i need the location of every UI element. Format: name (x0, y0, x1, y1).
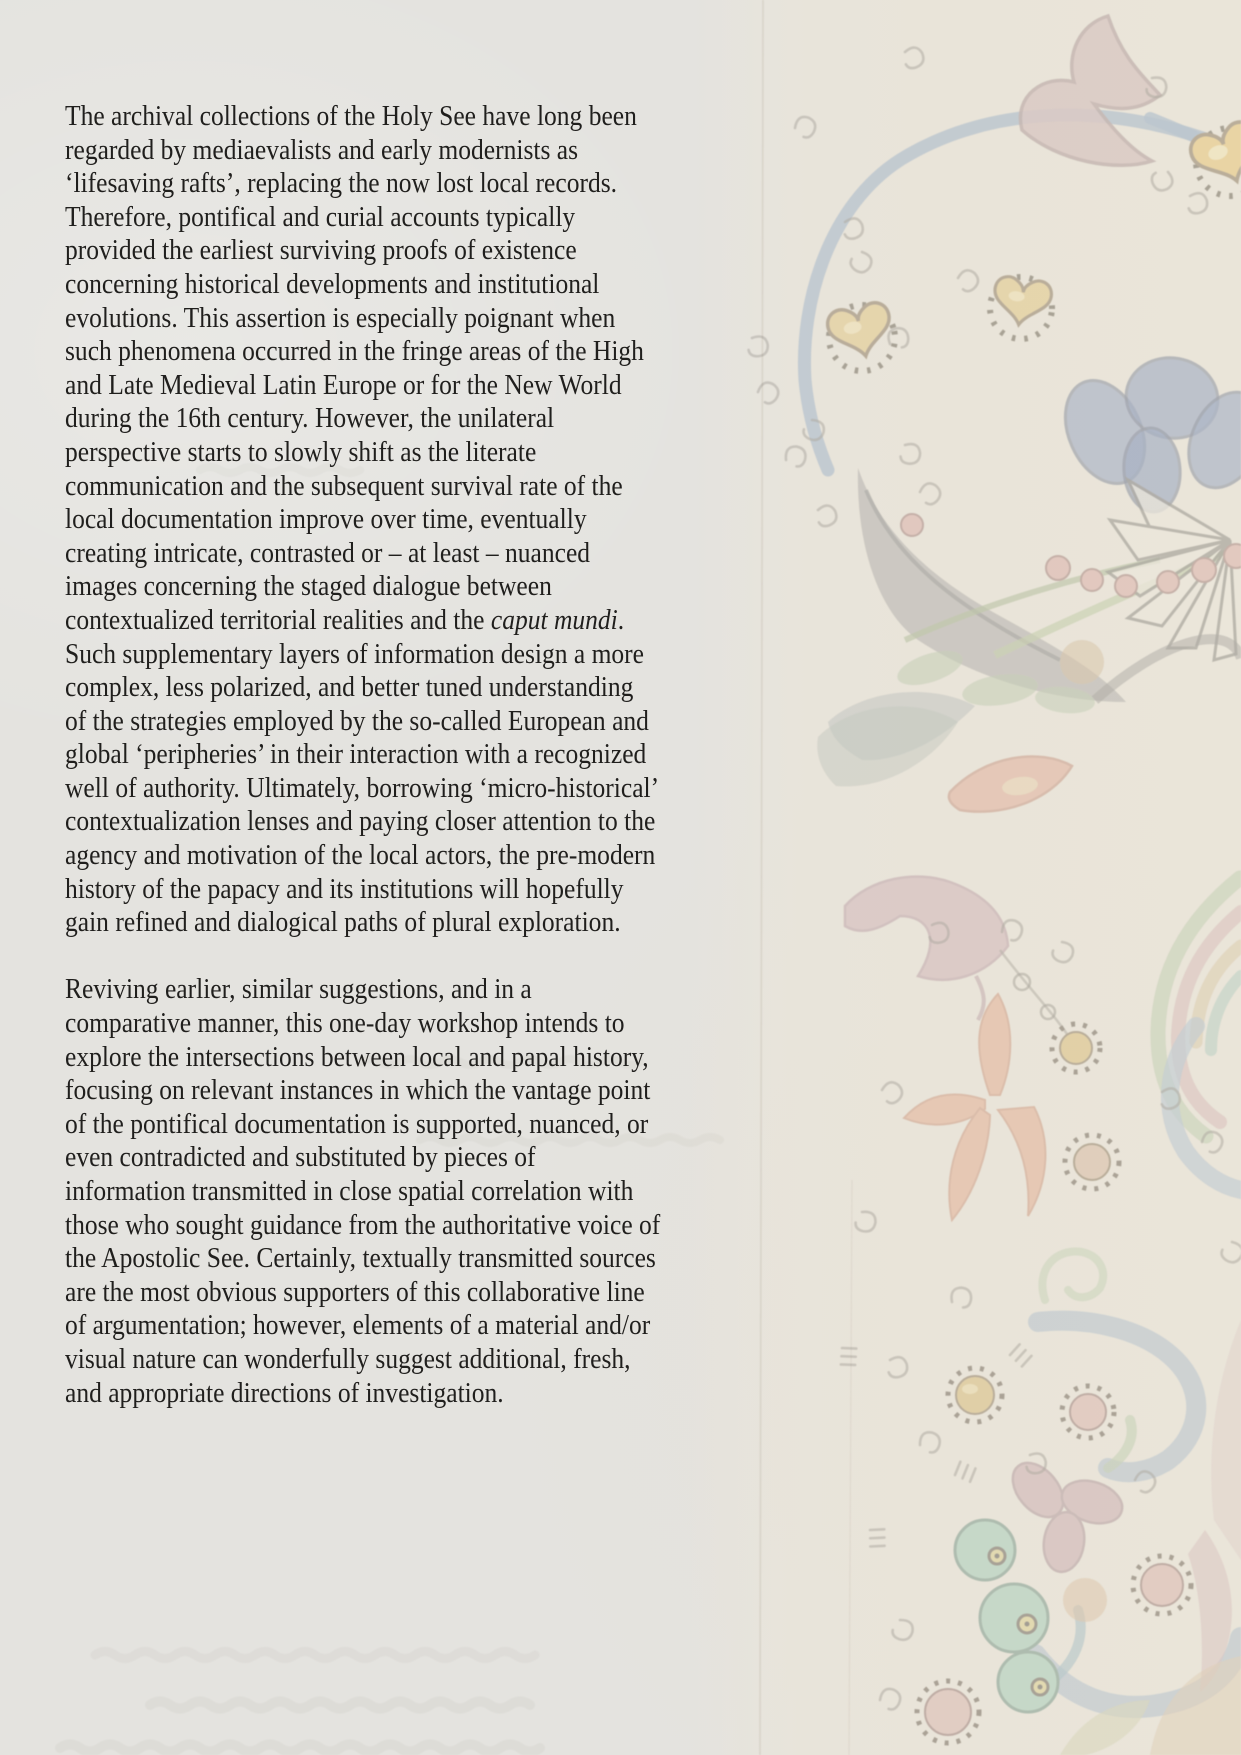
teal-berries (955, 1520, 1058, 1712)
cascading-ribbon-leaves (1158, 878, 1241, 1190)
text-line: those who sought guidance from the authoritative voice of (65, 1208, 661, 1241)
text-line: even contradicted and substituted by pieces of (65, 1141, 536, 1174)
text-line: global ‘peripheries’ in their interaction with a recognized (65, 738, 647, 771)
text-line: of argumentation; however, elements of a material and/or (65, 1309, 651, 1342)
text-line: are the most obvious supporters of this collaborative line (65, 1275, 645, 1308)
body-text (65, 100, 660, 1410)
gold-heart-flowers (823, 118, 1241, 378)
text-line: of the strategies employed by the so-called European and (65, 704, 649, 737)
text-line: the Apostolic See. Certainly, textually transmitted sources (65, 1242, 656, 1275)
text-line: history of the papacy and its institutions will hopefully (65, 872, 624, 905)
text-line: provided the earliest surviving proofs of existence (65, 234, 577, 267)
text-line: visual nature can wonderfully suggest additional, fresh, (65, 1342, 631, 1375)
text-line: The archival collections of the Holy See have long been (65, 100, 637, 132)
text-line: local documentation improve over time, eventually (65, 503, 587, 536)
text-line: regarded by mediaevalists and early modernists as (65, 133, 579, 166)
text-line: explore the intersections between local and papal history, (65, 1040, 649, 1073)
magenta-leaf (845, 877, 1008, 1020)
text-line: information transmitted in close spatial correlation with (65, 1175, 634, 1207)
mauve-scroll-leaf (1020, 16, 1160, 165)
text-line: of the pontifical documentation is supported, nuanced, or (65, 1107, 649, 1140)
paragraph (65, 973, 660, 1410)
text-line: Therefore, pontifical and curial accounts typically (65, 200, 576, 233)
text-line: complex, less polarized, and better tuned understanding (65, 671, 634, 704)
text-line: focusing on relevant instances in which the vantage point (65, 1074, 651, 1107)
text-line: and Late Medieval Latin Europe or for the New World (65, 368, 622, 401)
text-line: concerning historical developments and institutional (65, 267, 600, 300)
text-line: Reviving earlier, similar suggestions, and in a (65, 973, 532, 1006)
text-line: contextualized territorial realities and the caput mundi. (65, 603, 625, 636)
text-line: Such supplementary layers of information design a more (65, 637, 645, 670)
text-line: evolutions. This assertion is especially poignant when (65, 301, 616, 334)
text-line: images concerning the staged dialogue between (65, 570, 552, 603)
text-line: gain refined and dialogical paths of plural exploration. (65, 906, 621, 939)
text-line: creating intricate, contrasted or – at least – nuanced (65, 536, 591, 569)
orange-radiating-leaves (904, 994, 1045, 1220)
text-line: during the 16th century. However, the unilateral (65, 402, 555, 435)
text-line: and appropriate directions of investigation. (65, 1376, 504, 1409)
text-line: such phenomena occurred in the fringe areas of the High (65, 335, 644, 368)
text-line: agency and motivation of the local actors, the pre-modern (65, 839, 656, 872)
text-line: communication and the subsequent survival rate of the (65, 469, 623, 502)
coral-curled-leaf (817, 706, 1072, 811)
text-line: well of authority. Ultimately, borrowing ‘micro-historical’ (65, 771, 660, 804)
parchment-fold-lines (760, 0, 852, 1755)
text-line: ‘lifesaving rafts’, replacing the now lost local records. (65, 167, 618, 200)
text-line: perspective starts to slowly shift as the literate (65, 435, 537, 468)
text-line: comparative manner, this one-day workshop intends to (65, 1007, 625, 1040)
paragraph (65, 100, 660, 940)
text-line: contextualization lenses and paying closer attention to the (65, 805, 656, 838)
